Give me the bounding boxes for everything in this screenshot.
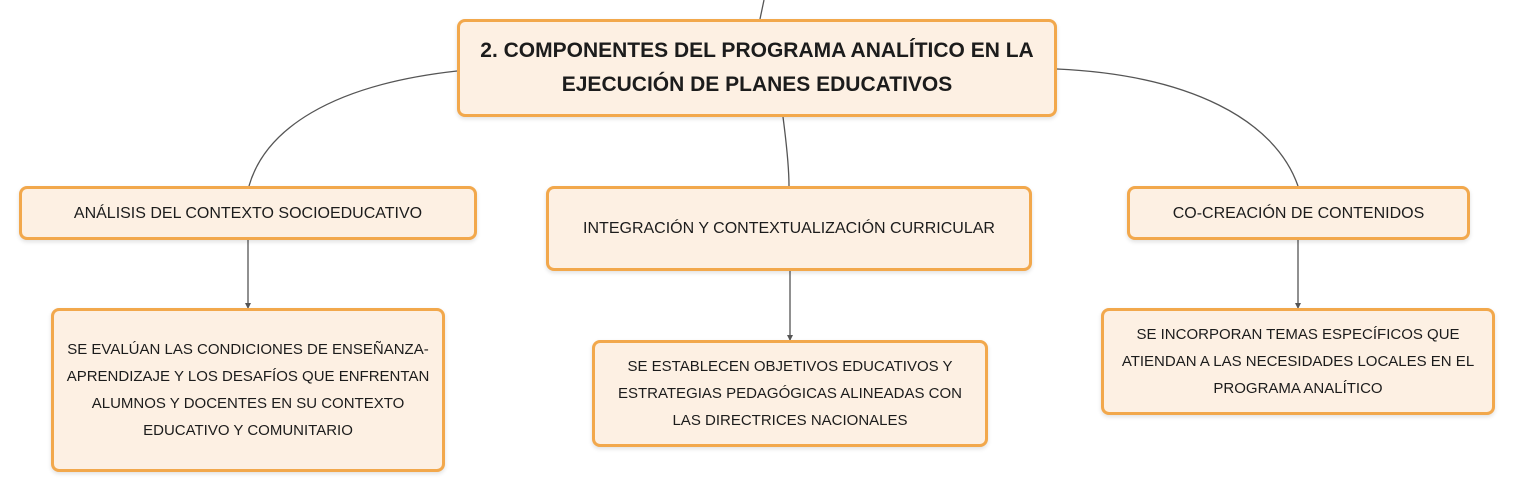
subtopic-node-contexto-socioeducativo[interactable]: [51, 308, 445, 472]
topic-node-co-creacion[interactable]: [1127, 186, 1470, 240]
subtopic-label: SE INCORPORAN TEMAS ESPECÍFICOS QUE ATIENDAN A LAS NECESIDADES LOCALES EN EL PROGRAMA ANALÍTICO: [1121, 326, 1475, 397]
connector-central-to-topic-1: [249, 71, 457, 186]
subtopic-label: SE ESTABLECEN OBJETIVOS EDUCATIVOS Y ESTRATEGIAS PEDAGÓGICAS ALINEADAS CON LAS DIRECTRICES NACIONALES: [618, 358, 962, 429]
subtopic-node-integracion-curricular[interactable]: [592, 340, 988, 447]
subtopic-label: SE EVALÚAN LAS CONDICIONES DE ENSEÑANZA-APRENDIZAJE Y LOS DESAFÍOS QUE ENFRENTAN ALUMNOS Y DOCENTES EN SU CONTEXTO EDUCATIVO Y COMUNITARIO: [66, 341, 430, 439]
connector-parent-to-central: [760, 0, 764, 19]
connector-central-to-topic-2: [783, 117, 789, 186]
connector-central-to-topic-3: [1057, 69, 1298, 186]
topic-label: INTEGRACIÓN Y CONTEXTUALIZACIÓN CURRICULAR: [583, 220, 995, 237]
subtopic-node-co-creacion[interactable]: [1101, 308, 1495, 415]
topic-node-contexto-socioeducativo[interactable]: [19, 186, 477, 240]
topic-label: ANÁLISIS DEL CONTEXTO SOCIOEDUCATIVO: [73, 204, 423, 222]
central-topic-node[interactable]: [457, 19, 1057, 117]
topic-label: CO-CREACIÓN DE CONTENIDOS: [1172, 204, 1425, 222]
topic-node-integracion-curricular[interactable]: [546, 186, 1032, 271]
central-topic-label: 2. COMPONENTES DEL PROGRAMA ANALÍTICO EN LA EJECUCIÓN DE PLANES EDUCATIVOS: [480, 39, 1034, 96]
